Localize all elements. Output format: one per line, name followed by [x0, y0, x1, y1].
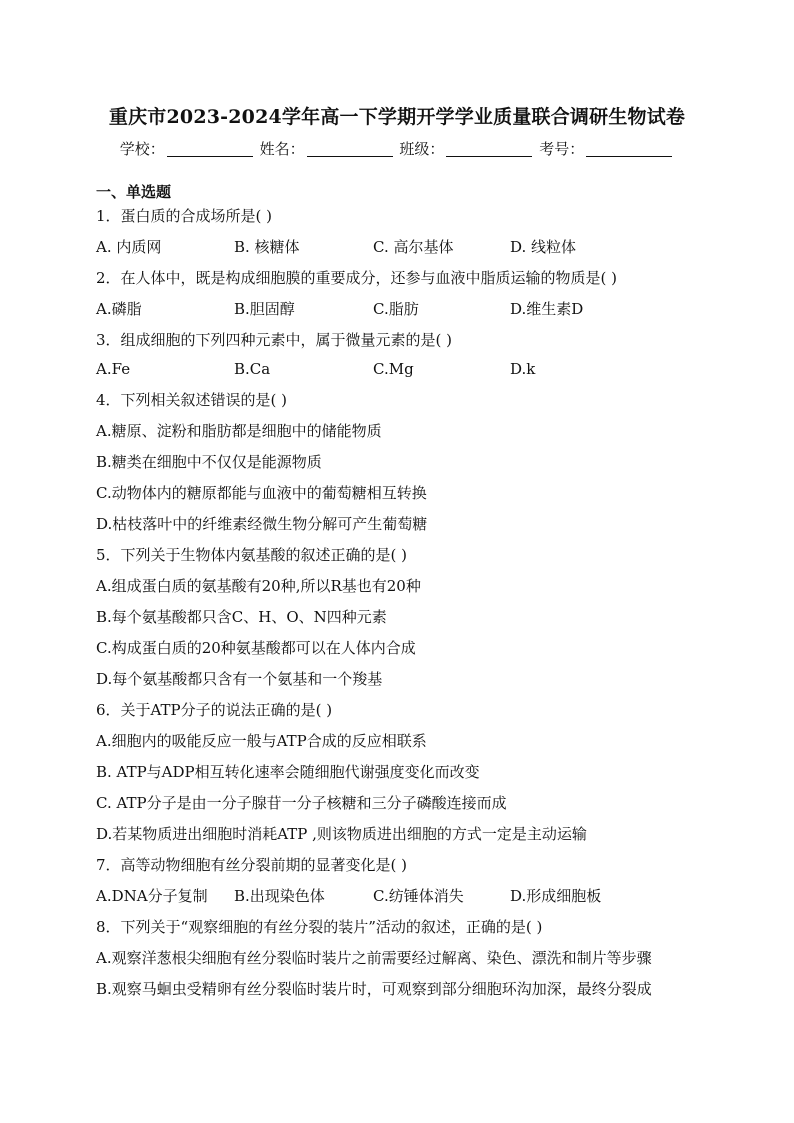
question-1-option-a: A. 内质网 [96, 238, 162, 256]
question-6-option-d: D.若某物质进出细胞时消耗ATP ,则该物质进出细胞的方式一定是主动运输 [96, 825, 587, 843]
question-5-option-c: C.构成蛋白质的20种氨基酸都可以在人体内合成 [96, 639, 416, 657]
question-3-option-d: D.k [510, 360, 536, 378]
question-1-stem: 1．蛋白质的合成场所是( ) [96, 207, 273, 225]
question-3-option-c: C.Mg [373, 360, 414, 378]
school-label: 学校： [119, 140, 165, 158]
class-label: 班级： [399, 140, 445, 158]
question-8-stem: 8．下列关于“观察细胞的有丝分裂的装片”活动的叙述，正确的是( ) [96, 918, 543, 936]
school-blank[interactable] [167, 142, 253, 157]
question-1-option-d: D. 线粒体 [510, 238, 577, 256]
question-8-option-a: A.观察洋葱根尖细胞有丝分裂临时装片之前需要经过解离、染色、漂洗和制片等步骤 [96, 949, 652, 967]
question-4-option-b: B.糖类在细胞中不仅仅是能源物质 [96, 453, 322, 471]
question-5-option-a: A.组成蛋白质的氨基酸有20种,所以R基也有20种 [96, 577, 421, 595]
question-1-option-c: C. 高尔基体 [373, 238, 454, 256]
question-8-option-b: B.观察马蛔虫受精卵有丝分裂临时装片时，可观察到部分细胞环沟加深，最终分裂成 [96, 980, 652, 998]
question-2-option-c: C.脂肪 [373, 300, 419, 318]
question-5-option-b: B.每个氨基酸都只含C、H、O、N四种元素 [96, 608, 387, 626]
question-2-stem: 2．在人体中，既是构成细胞膜的重要成分，还参与血液中脂质运输的物质是( ) [96, 269, 618, 287]
question-5-option-d: D.每个氨基酸都只含有一个氨基和一个羧基 [96, 670, 383, 688]
exam-no-label: 考号： [539, 140, 585, 158]
question-2-option-b: B.胆固醇 [234, 300, 295, 318]
question-3-option-a: A.Fe [96, 360, 131, 378]
question-3-stem: 3．组成细胞的下列四种元素中，属于微量元素的是( ) [96, 331, 453, 349]
question-4-stem: 4．下列相关叙述错误的是( ) [96, 391, 288, 409]
question-6-option-a: A.细胞内的吸能反应一般与ATP合成的反应相联系 [96, 732, 427, 750]
question-6-stem: 6．关于ATP分子的说法正确的是( ) [96, 701, 333, 719]
question-7-option-b: B.出现染色体 [234, 887, 325, 905]
exam-title: 重庆市2023-2024学年高一下学期开学学业质量联合调研生物试卷 [108, 106, 686, 128]
name-label: 姓名： [259, 140, 305, 158]
question-4-option-a: A.糖原、淀粉和脂肪都是细胞中的储能物质 [96, 422, 382, 440]
question-2-option-a: A.磷脂 [96, 300, 142, 318]
question-7-option-d: D.形成细胞板 [510, 887, 602, 905]
question-4-option-c: C.动物体内的糖原都能与血液中的葡萄糖相互转换 [96, 484, 427, 502]
name-blank[interactable] [307, 142, 393, 157]
question-1-option-b: B. 核糖体 [234, 238, 300, 256]
question-7-option-a: A.DNA分子复制 [96, 887, 208, 905]
question-2-option-d: D.维生素D [510, 300, 584, 318]
exam-no-blank[interactable] [586, 142, 672, 157]
question-5-stem: 5．下列关于生物体内氨基酸的叙述正确的是( ) [96, 546, 408, 564]
student-info-row [0, 138, 794, 159]
section-heading: 一、单选题 [96, 183, 172, 201]
question-6-option-c: C. ATP分子是由一分子腺苷一分子核糖和三分子磷酸连接而成 [96, 794, 507, 812]
question-3-option-b: B.Ca [234, 360, 271, 378]
question-4-option-d: D.枯枝落叶中的纤维素经微生物分解可产生葡萄糖 [96, 515, 428, 533]
class-blank[interactable] [446, 142, 532, 157]
question-7-option-c: C.纺锤体消失 [373, 887, 464, 905]
question-7-stem: 7．高等动物细胞有丝分裂前期的显著变化是( ) [96, 856, 408, 874]
question-6-option-b: B. ATP与ADP相互转化速率会随细胞代谢强度变化而改变 [96, 763, 480, 781]
